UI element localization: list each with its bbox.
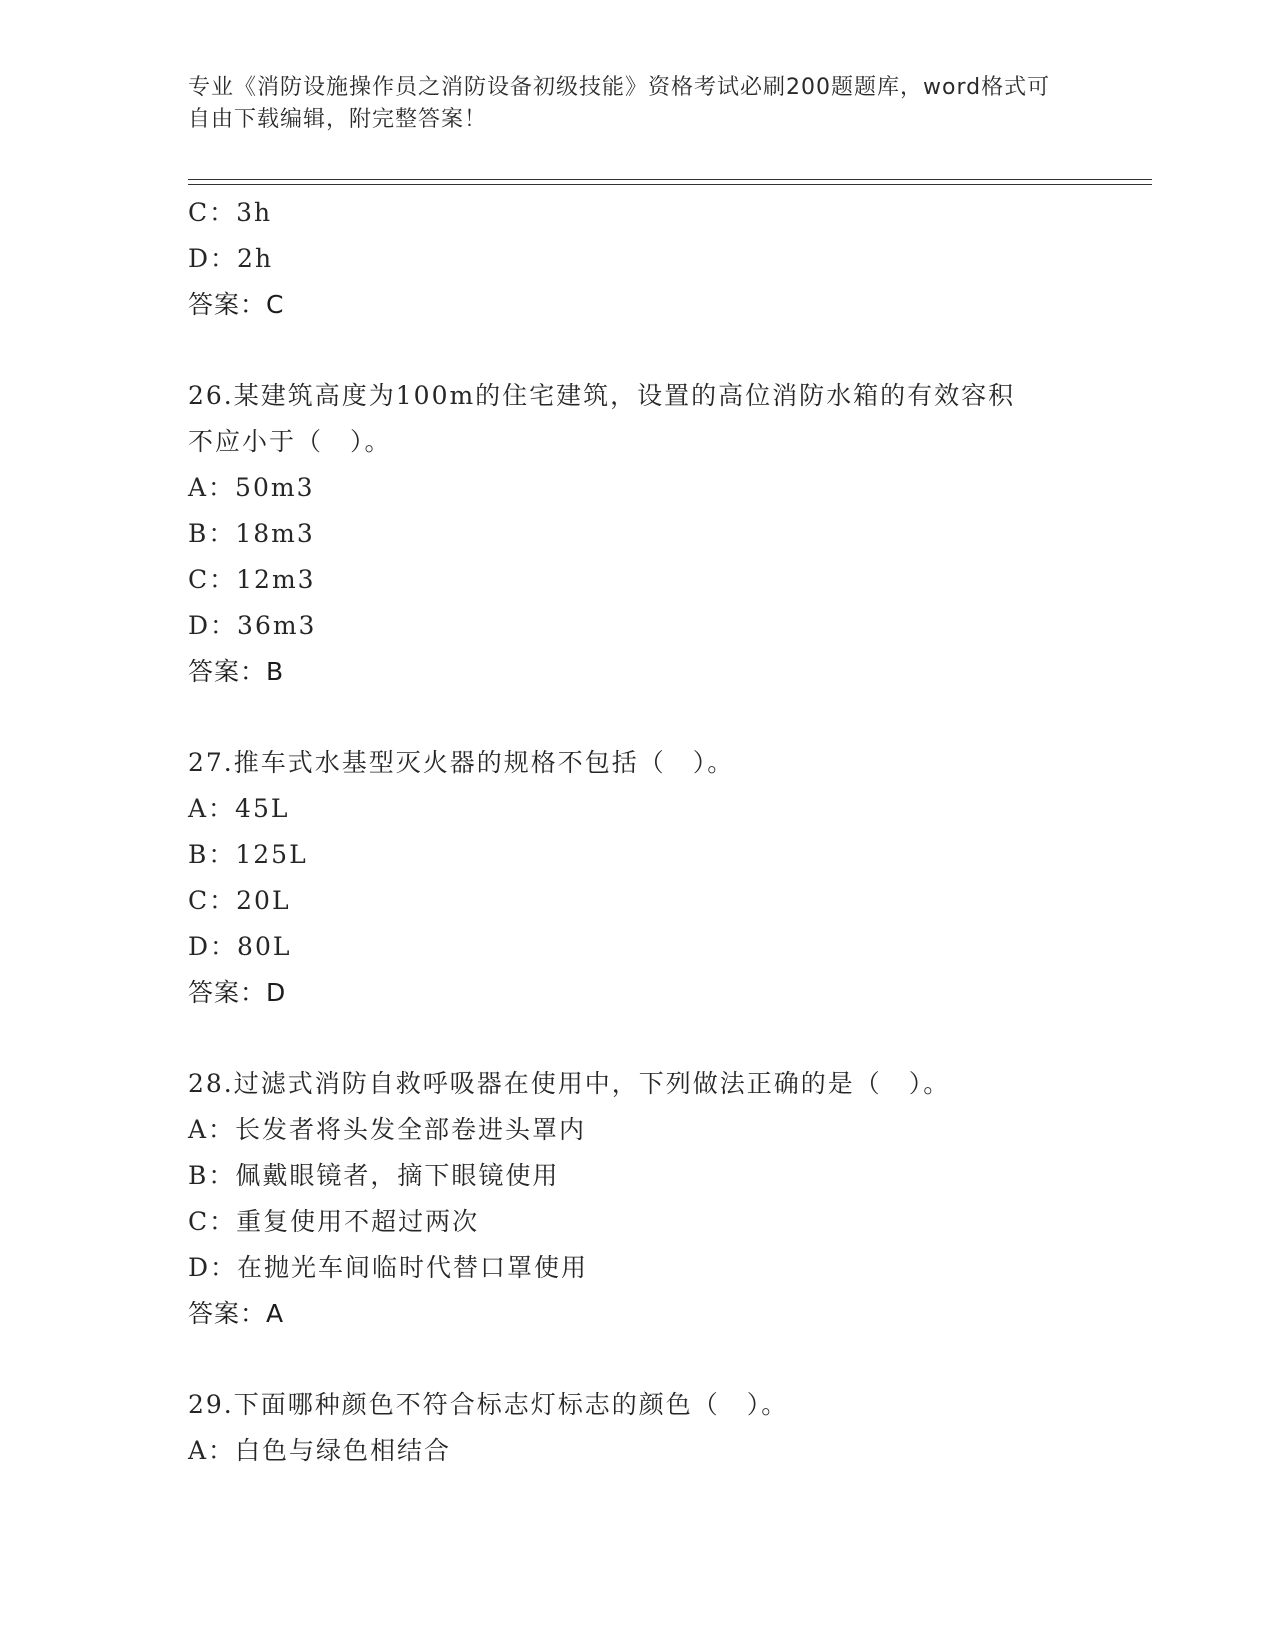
option-a: A：长发者将头发全部卷进头罩内 [188, 1115, 587, 1144]
option-c: C：12m3 [188, 565, 316, 594]
option-a: A：45L [188, 794, 290, 823]
spacer [188, 1337, 1068, 1382]
question-29 [188, 1382, 1068, 1474]
question-list [188, 190, 1068, 1474]
option-a: A：白色与绿色相结合 [188, 1436, 452, 1465]
option-c: C：20L [188, 886, 291, 915]
spacer [188, 1016, 1068, 1061]
option-a: A：50m3 [188, 473, 315, 502]
answer-line: 答案：A [188, 1299, 285, 1328]
option-c: C：重复使用不超过两次 [188, 1207, 480, 1236]
question-text-continued: 不应小于（ ）。 [188, 427, 392, 456]
question-text: 29.下面哪种颜色不符合标志灯标志的颜色（ ）。 [188, 1390, 789, 1419]
answer-line: 答案：C [188, 290, 285, 319]
continued-question [188, 190, 1068, 328]
option-d: D：80L [188, 932, 292, 961]
question-26 [188, 373, 1068, 695]
option-d: D：2h [188, 244, 274, 273]
option-b: B：佩戴眼镜者，摘下眼镜使用 [188, 1161, 560, 1190]
question-text: 27.推车式水基型灭火器的规格不包括（ ）。 [188, 748, 735, 777]
question-text: 26.某建筑高度为100m的住宅建筑，设置的高位消防水箱的有效容积 [188, 381, 1016, 410]
answer-line: 答案：B [188, 657, 285, 686]
option-c: C：3h [188, 198, 273, 227]
document-header: 专业《消防设施操作员之消防设备初级技能》资格考试必刷200题题库，word格式可自由下载编辑，附完整答案！ [188, 75, 1051, 132]
option-b: B：125L [188, 840, 308, 869]
question-text: 28.过滤式消防自救呼吸器在使用中，下列做法正确的是（ ）。 [188, 1069, 951, 1098]
question-28 [188, 1061, 1068, 1337]
header-divider-bottom [188, 184, 1152, 185]
option-b: B：18m3 [188, 519, 315, 548]
question-27 [188, 740, 1068, 1016]
spacer [188, 328, 1068, 373]
answer-line: 答案：D [188, 978, 287, 1007]
option-d: D：在抛光车间临时代替口罩使用 [188, 1253, 589, 1282]
header-divider-top [188, 179, 1152, 180]
option-d: D：36m3 [188, 611, 317, 640]
spacer [188, 695, 1068, 740]
